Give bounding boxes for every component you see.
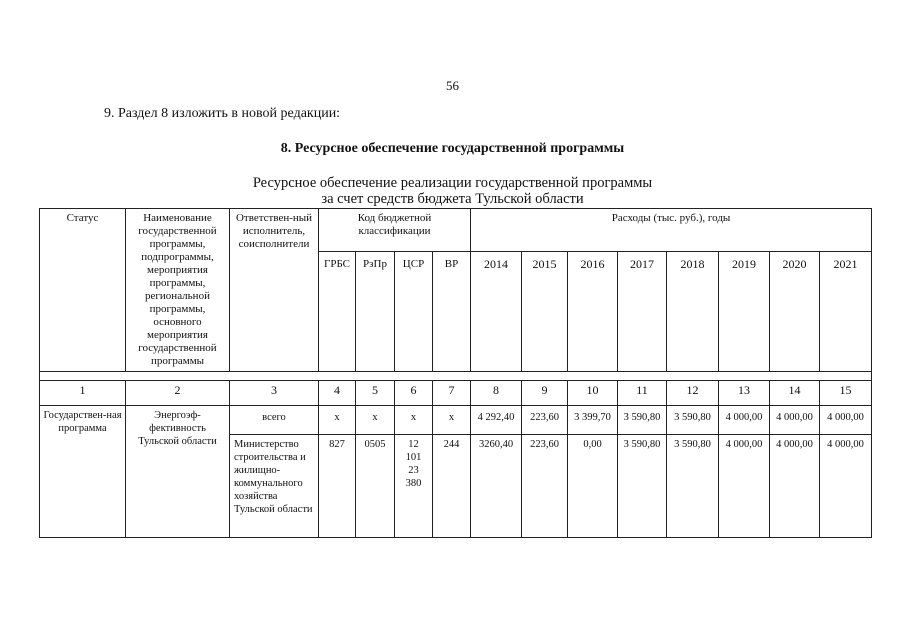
column-number: 14 (770, 381, 820, 406)
column-number: 9 (522, 381, 568, 406)
row-value-2016: 3 399,70 (568, 406, 618, 435)
row-grbs: х (319, 406, 356, 435)
row-value-2016: 0,00 (568, 435, 618, 538)
row-status: Государствен-ная программа (40, 406, 126, 538)
header-year-2019: 2019 (719, 252, 770, 372)
column-number: 10 (568, 381, 618, 406)
spacer-row (40, 372, 872, 381)
column-number: 4 (319, 381, 356, 406)
header-year-2016: 2016 (568, 252, 618, 372)
header-year-2015: 2015 (522, 252, 568, 372)
row-value-2018: 3 590,80 (667, 435, 719, 538)
table-row (40, 406, 872, 435)
row-value-2017: 3 590,80 (618, 435, 667, 538)
row-value-2019: 4 000,00 (719, 406, 770, 435)
row-grbs: 827 (319, 435, 356, 538)
header-expenses: Расходы (тыс. руб.), годы (471, 209, 872, 252)
header-name: Наименование государственной программы, подпрограммы, мероприятия программы, региональной программы, основного мероприятия государственной программы (126, 209, 230, 372)
row-value-2019: 4 000,00 (719, 435, 770, 538)
budget-table (39, 208, 872, 538)
row-value-2014: 4 292,40 (471, 406, 522, 435)
header-year-2017: 2017 (618, 252, 667, 372)
caption-line-1: Ресурсное обеспечение реализации государственной программы (252, 175, 653, 191)
row-value-2015: 223,60 (522, 435, 568, 538)
column-number: 1 (40, 381, 126, 406)
table-caption (0, 175, 905, 207)
row-value-2017: 3 590,80 (618, 406, 667, 435)
header-status: Статус (40, 209, 126, 372)
row-rzpr: 0505 (356, 435, 395, 538)
header-budget-code: Код бюджетной классификации (319, 209, 471, 252)
row-value-2020: 4 000,00 (770, 435, 820, 538)
row-csr: х (395, 406, 433, 435)
header-year-2020: 2020 (770, 252, 820, 372)
column-number-row (40, 381, 872, 406)
column-number: 15 (820, 381, 872, 406)
row-vr: 244 (433, 435, 471, 538)
header-year-2014: 2014 (471, 252, 522, 372)
row-rzpr: х (356, 406, 395, 435)
row-executor: всего (230, 406, 319, 435)
row-value-2021: 4 000,00 (820, 435, 872, 538)
header-row-top (40, 209, 872, 252)
row-vr: х (433, 406, 471, 435)
caption-line-2: за счет средств бюджета Тульской области (321, 191, 584, 207)
row-csr: 12 101 23 380 (395, 435, 433, 538)
column-number: 3 (230, 381, 319, 406)
header-code-grbs: ГРБС (319, 252, 356, 372)
column-number: 7 (433, 381, 471, 406)
header-code-rzpr: РзПр (356, 252, 395, 372)
header-executor: Ответствен-ный исполнитель, соисполнители (230, 209, 319, 372)
column-number: 2 (126, 381, 230, 406)
column-number: 11 (618, 381, 667, 406)
row-value-2020: 4 000,00 (770, 406, 820, 435)
row-value-2014: 3260,40 (471, 435, 522, 538)
header-year-2018: 2018 (667, 252, 719, 372)
column-number: 8 (471, 381, 522, 406)
header-code-vr: ВР (433, 252, 471, 372)
column-number: 13 (719, 381, 770, 406)
row-value-2018: 3 590,80 (667, 406, 719, 435)
column-number: 12 (667, 381, 719, 406)
section-heading: 8. Ресурсное обеспечение государственной программы (280, 141, 625, 156)
page-number: 56 (446, 78, 459, 93)
row-executor: Министерство строительства и жилищно-коммунального хозяйства Тульской области (230, 435, 319, 538)
row-value-2021: 4 000,00 (820, 406, 872, 435)
row-name: Энергоэф-фективность Тульской области (126, 406, 230, 538)
column-number: 6 (395, 381, 433, 406)
row-value-2015: 223,60 (522, 406, 568, 435)
header-year-2021: 2021 (820, 252, 872, 372)
section-instruction: 9. Раздел 8 изложить в новой редакции: (104, 106, 341, 121)
column-number: 5 (356, 381, 395, 406)
header-code-csr: ЦСР (395, 252, 433, 372)
